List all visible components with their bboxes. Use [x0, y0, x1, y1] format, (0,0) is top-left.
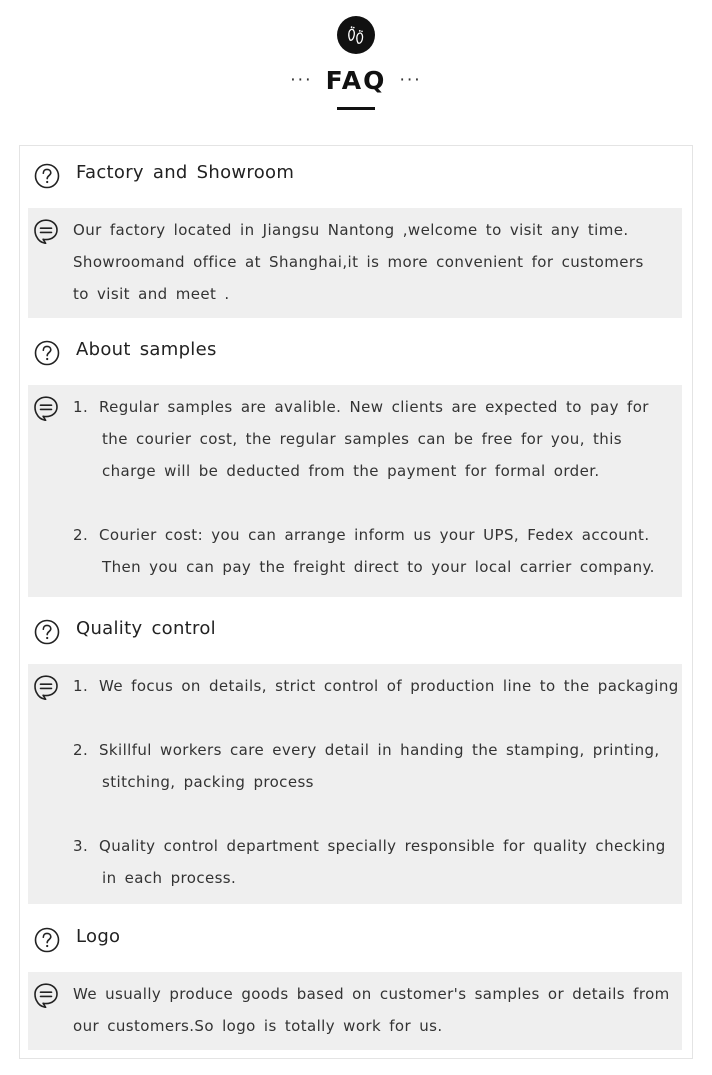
list-item: 2. Skillful workers care every detail in handing the stamping, printing, stitching, packing process — [73, 741, 660, 791]
chat-bubble-icon — [33, 395, 59, 421]
faq-answer-quality — [28, 664, 682, 904]
question-circle-icon — [34, 163, 60, 189]
title-right-dots: ··· — [399, 70, 422, 91]
question-text: Factory and Showroom — [76, 162, 295, 183]
question-text: Quality control — [76, 618, 216, 639]
faq-answer-factory — [28, 208, 682, 318]
footprints-icon — [337, 16, 375, 54]
list-item: 1. Regular samples are avalible. New clients are expected to pay for the courier cost, the regular samples can be free for you, this charge will be deducted from the payment for formal order. — [73, 398, 649, 480]
faq-card — [19, 145, 693, 1059]
faq-answer-logo — [28, 972, 682, 1050]
chat-bubble-icon — [33, 982, 59, 1008]
answer-line: Showroomand office at Shanghai,it is more convenient for customers — [73, 253, 644, 271]
page-title: FAQ — [325, 66, 387, 95]
title-underline — [337, 107, 375, 110]
answer-line: We usually produce goods based on customer's samples or details from — [73, 985, 670, 1003]
faq-question-factory — [20, 148, 692, 200]
chat-bubble-icon — [33, 218, 59, 244]
title-left-dots: ··· — [290, 70, 313, 91]
faq-question-logo — [20, 912, 692, 964]
faq-question-quality — [20, 604, 692, 656]
question-text: Logo — [76, 926, 121, 947]
question-circle-icon — [34, 927, 60, 953]
answer-line: Our factory located in Jiangsu Nantong ,welcome to visit any time. — [73, 221, 629, 239]
list-item: 2. Courier cost: you can arrange inform us your UPS, Fedex account. Then you can pay the freight direct to your local carrier company. — [73, 526, 655, 576]
list-item: 3. Quality control department specially responsible for quality checking in each process. — [73, 837, 666, 887]
question-circle-icon — [34, 340, 60, 366]
faq-answer-samples — [28, 385, 682, 597]
faq-title-row — [0, 66, 712, 95]
question-circle-icon — [34, 619, 60, 645]
answer-line: to visit and meet . — [73, 285, 230, 303]
chat-bubble-icon — [33, 674, 59, 700]
faq-question-samples — [20, 325, 692, 377]
question-text: About samples — [76, 339, 217, 360]
answer-line: our customers.So logo is totally work for us. — [73, 1017, 443, 1035]
list-item: 1. We focus on details, strict control of production line to the packaging — [73, 677, 679, 695]
faq-header — [0, 0, 712, 130]
